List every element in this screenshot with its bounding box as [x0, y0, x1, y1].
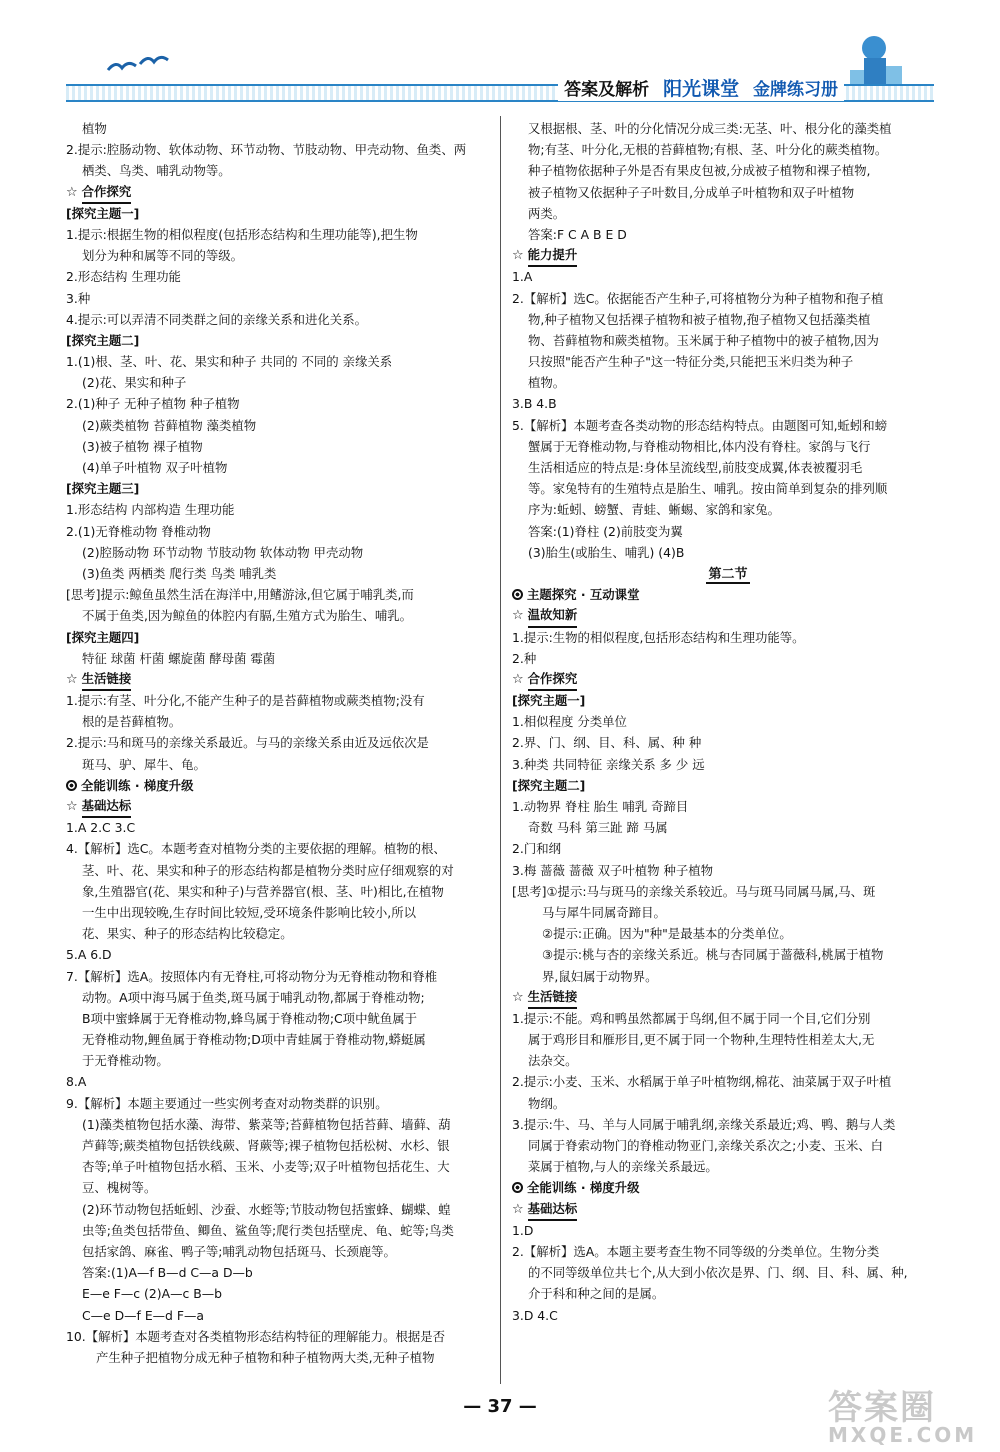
answer-line: 包括家鸽、麻雀、鸭子等;哺乳动物包括斑马、长颈鹿等。: [82, 1243, 396, 1259]
answer-line: 2.提示:马和斑马的亲缘关系最近。与马的亲缘关系由近及远依次是: [66, 735, 429, 751]
star-icon: ☆: [512, 608, 524, 624]
topic-heading: [探究主题二]: [66, 332, 140, 348]
answer-line: 2.【解析】选A。本题主要考查生物不同等级的分类单位。生物分类: [512, 1243, 880, 1259]
answer-line: 4.【解析】选C。本题考查对植物分类的主要依据的理解。植物的根、: [66, 841, 446, 857]
answer-line: 植物。: [528, 375, 566, 391]
answer-line: 3.B 4.B: [512, 396, 557, 412]
answer-line: 物、苔藓植物和蕨类植物。玉米属于种子植物中的被子植物,因为: [528, 332, 879, 348]
answer-line: 花、果实、种子的形态结构比较稳定。: [82, 926, 293, 942]
section-heading: [512, 245, 944, 266]
answer-line: 2.(1)种子 无种子植物 种子植物: [66, 396, 240, 412]
answer-line: (4)单子叶植物 双子叶植物: [82, 460, 228, 475]
answer-line: 5.【解析】本题考查各类动物的形态结构特点。由题图可知,蚯蚓和螃: [512, 417, 888, 433]
answer-line: 产生种子把植物分成无种子植物和种子植物两大类,无种子植物: [96, 1349, 435, 1365]
answer-line: 9.【解析】本题主要通过一些实例考查对动物类群的识别。: [66, 1095, 388, 1111]
answer-line: 栖类、鸟类、哺乳动物等。: [82, 163, 231, 179]
module-heading: [66, 775, 498, 796]
answer-line: 2.提示:腔肠动物、软体动物、环节动物、节肢动物、甲壳动物、鱼类、两: [66, 142, 467, 158]
answer-line: 同属于脊索动物门的脊椎动物亚门,亲缘关系次之;小麦、玉米、白: [528, 1138, 884, 1153]
header-title-brand: 阳光课堂: [663, 78, 740, 100]
answer-line: (3)被子植物 裸子植物: [82, 438, 203, 454]
answer-line: (3)胎生(或胎生、哺乳) (4)B: [528, 544, 685, 560]
answer-line: 两类。: [528, 205, 566, 221]
answer-line: E—e F—c (2)A—c B—b: [82, 1286, 222, 1302]
star-icon: ☆: [512, 989, 524, 1005]
section-heading: [512, 669, 944, 690]
answer-line: 的不同等级单位共七个,从大到小依次是界、门、纲、目、科、属、种,: [528, 1265, 908, 1281]
answer-line: 奇数 马科 第三趾 蹄 马属: [528, 820, 668, 836]
answer-line: [思考]提示:鲸鱼虽然生活在海洋中,用鳍游泳,但它属于哺乳类,而: [66, 587, 414, 603]
answer-line: 物纲。: [528, 1095, 566, 1111]
answer-line: (1)藻类植物包括水藻、海带、紫菜等;苔藓植物包括苔藓、墙藓、葫: [82, 1116, 451, 1132]
answer-line: 只按照"能否产生种子"这一特征分类,只能把玉米归类为种子: [528, 354, 854, 370]
answer-line: 3.提示:牛、马、羊与人同属于哺乳纲,亲缘关系最近;鸡、鸭、鹅与人类: [512, 1116, 896, 1132]
answer-line: 根的是苔藓植物。: [82, 714, 182, 730]
header-title-book: 金牌练习册: [753, 80, 838, 100]
section-heading-label: 基础达标: [528, 1198, 578, 1221]
column-divider: [500, 116, 501, 1384]
module-heading: [512, 584, 944, 605]
section-heading-label: 合作探究: [82, 181, 132, 204]
answer-line: 1.提示:不能。鸡和鸭虽然都属于鸟纲,但不属于同一个目,它们分别: [512, 1010, 871, 1026]
answer-line: 2.(1)无脊椎动物 脊椎动物: [66, 523, 211, 539]
section-heading: [66, 182, 498, 203]
answer-line: 芦藓等;蕨类植物包括铁线蕨、肾蕨等;裸子植物包括松树、水杉、银: [82, 1138, 450, 1153]
target-icon: [512, 589, 523, 600]
answer-line: 2.提示:小麦、玉米、水稻属于单子叶植物纲,棉花、油菜属于双子叶植: [512, 1074, 892, 1090]
answer-line: 植物: [82, 121, 107, 136]
answer-line: 又根据根、茎、叶的分化情况分成三类:无茎、叶、根分化的藻类植: [528, 121, 892, 136]
answer-line: (2)蕨类植物 苔藓植物 藻类植物: [82, 417, 257, 433]
module-heading: [512, 1177, 944, 1198]
answer-line: 答案:(1)脊柱 (2)前肢变为翼: [528, 523, 683, 539]
section-heading-label: 能力提升: [528, 244, 578, 267]
topic-heading: [探究主题三]: [66, 481, 140, 497]
answer-line: 介于科和种之间的是属。: [528, 1286, 665, 1302]
section-heading: [66, 669, 498, 690]
answer-line: (2)花、果实和种子: [82, 375, 187, 391]
module-heading-label: 全能训练 · 梯度升级: [527, 1180, 640, 1196]
answer-line: 动物。A项中海马属于鱼类,斑马属于哺乳动物,都属于脊椎动物;: [82, 989, 425, 1005]
answer-line: 10.【解析】本题考查对各类植物形态结构特征的理解能力。根据是否: [66, 1328, 446, 1344]
answer-line: 划分为种和属等不同的等级。: [82, 248, 244, 264]
answer-line: 1.相似程度 分类单位: [512, 714, 627, 730]
section-title-label: 第二节: [708, 566, 748, 582]
answer-line: [思考]①提示:马与斑马的亲缘关系较近。马与斑马同属马属,马、斑: [512, 883, 876, 899]
answer-line: 1.动物界 脊柱 胎生 哺乳 奇蹄目: [512, 799, 689, 814]
watermark-logo-text: 答案圈: [828, 1388, 936, 1428]
answer-line: ③提示:桃与杏的亲缘关系近。桃与杏同属于蔷薇科,桃属于植物: [542, 947, 884, 963]
answer-line: 马与犀牛同属奇蹄目。: [542, 904, 666, 920]
section-heading-label: 生活链接: [528, 986, 578, 1009]
answer-line: 菜属于植物,与人的亲缘关系最远。: [528, 1159, 718, 1175]
answer-line: 斑马、驴、犀牛、龟。: [82, 756, 206, 772]
answer-line: 2.形态结构 生理功能: [66, 269, 181, 285]
answer-line: 3.种类 共同特征 亲缘关系 多 少 远: [512, 756, 705, 772]
answer-line: 7.【解析】选A。按照体内有无脊柱,可将动物分为无脊椎动物和脊椎: [66, 968, 438, 984]
section-heading: [512, 605, 944, 626]
answer-line: 2.门和纲: [512, 841, 561, 857]
header-title-main: 答案及解析: [564, 80, 650, 100]
answer-line: 答案:F C A B E D: [528, 226, 627, 242]
answer-line: 属于鸡形目和雁形目,更不属于同一个物种,生理特性相差太大,无: [528, 1032, 875, 1048]
answer-line: 种子植物依据种子外是否有果皮包被,分成被子植物和裸子植物,: [528, 163, 871, 179]
answer-line: 4.提示:可以弄清不同类群之间的亲缘关系和进化关系。: [66, 311, 367, 327]
topic-heading: [探究主题一]: [512, 693, 586, 709]
answer-line: 法杂交。: [528, 1053, 578, 1069]
answer-line: 物,种子植物又包括裸子植物和被子植物,孢子植物又包括藻类植: [528, 311, 871, 327]
answer-line: 1.(1)根、茎、叶、花、果实和种子 共同的 不同的 亲缘关系: [66, 354, 393, 370]
answer-line: 特征 球菌 杆菌 螺旋菌 酵母菌 霉菌: [82, 650, 276, 666]
answer-line: 2.【解析】选C。依据能否产生种子,可将植物分为种子植物和孢子植: [512, 290, 884, 306]
answer-line: 2.种: [512, 650, 537, 666]
answer-line: 于无脊椎动物。: [82, 1053, 169, 1069]
star-icon: ☆: [512, 1201, 524, 1217]
star-icon: ☆: [66, 184, 78, 200]
answer-line: 3.D 4.C: [512, 1307, 558, 1323]
answer-line: (2)环节动物包括蚯蚓、沙蚕、水蛭等;节肢动物包括蜜蜂、蝴蝶、蝗: [82, 1201, 451, 1217]
section-heading-label: 基础达标: [82, 795, 132, 818]
answer-line: 物;有茎、叶分化,无根的苔藓植物;有根、茎、叶分化的蕨类植物。: [528, 142, 888, 158]
section-heading: [66, 796, 498, 817]
answer-line: 5.A 6.D: [66, 947, 112, 963]
section-heading-label: 温故知新: [528, 604, 578, 627]
star-icon: ☆: [512, 671, 524, 687]
answer-line: 1.提示:生物的相似程度,包括形态结构和生理功能等。: [512, 629, 805, 645]
watermark: [828, 1380, 998, 1446]
answer-line: 1.提示:有茎、叶分化,不能产生种子的是苔藓植物或蕨类植物;没有: [66, 693, 425, 709]
answer-line: (2)腔肠动物 环节动物 节肢动物 软体动物 甲壳动物: [82, 544, 364, 560]
answer-line: 无脊椎动物,鲤鱼属于脊椎动物;D项中青蛙属于脊椎动物,蟒蜓属: [82, 1032, 426, 1048]
target-icon: [66, 780, 77, 791]
answer-line: 1.A 2.C 3.C: [66, 820, 136, 836]
answer-line: 蟹属于无脊椎动物,与脊椎动物相比,体内没有脊柱。家鸽与飞行: [528, 438, 871, 454]
answer-line: 序为:蚯蚓、螃蟹、青蛙、蜥蜴、家鸽和家兔。: [528, 502, 780, 518]
topic-heading: [探究主题二]: [512, 777, 586, 793]
answer-line: 茎、叶、花、果实和种子的形态结构都是植物分类时应仔细观察的对: [82, 862, 454, 878]
answer-line: 3.梅 蔷薇 蔷薇 双子叶植物 种子植物: [512, 862, 714, 878]
star-icon: ☆: [66, 671, 78, 687]
answer-line: 等。家兔特有的生殖特点是胎生、哺乳。按由简单到复杂的排列顺: [528, 481, 888, 497]
answer-line: 不属于鱼类,因为鲸鱼的体腔内有膈,生殖方式为胎生、哺乳。: [82, 608, 413, 624]
module-heading-label: 主题探究 · 互动课堂: [527, 587, 640, 603]
header-title: [558, 74, 844, 101]
answer-line: 2.界、门、纲、目、科、属、种 种: [512, 735, 702, 751]
answer-line: 杏等;单子叶植物包括水稻、玉米、小麦等;双子叶植物包括花生、大: [82, 1159, 450, 1175]
module-heading-label: 全能训练 · 梯度升级: [81, 777, 194, 793]
answer-line: 1.D: [512, 1222, 534, 1238]
answer-line: 答案:(1)A—f B—d C—a D—b: [82, 1265, 253, 1281]
answer-line: 象,生殖器官(花、果实和种子)与营养器官(根、茎、叶)相比,在植物: [82, 883, 444, 899]
topic-heading: [探究主题一]: [66, 205, 140, 221]
section-title: [512, 563, 944, 584]
answer-line: 8.A: [66, 1074, 87, 1090]
answer-line: 生活相适应的特点是:身体呈流线型,前肢变成翼,体表被覆羽毛: [528, 460, 863, 475]
section-heading-label: 生活链接: [82, 668, 132, 691]
answer-line: 一生中出现较晚,生存时间比较短,受环境条件影响比较小,所以: [82, 904, 416, 920]
section-heading: [512, 1199, 944, 1220]
answer-line: 1.提示:根据生物的相似程度(包括形态结构和生理功能等),把生物: [66, 226, 418, 242]
section-heading: [512, 987, 944, 1008]
left-column: [66, 118, 498, 1368]
answer-line: 界,鼠妇属于动物界。: [542, 968, 658, 984]
page-header: [66, 70, 934, 102]
answer-line: 豆、槐树等。: [82, 1180, 157, 1196]
right-column: [512, 118, 944, 1326]
answer-line: (3)鱼类 两栖类 爬行类 鸟类 哺乳类: [82, 565, 277, 581]
answer-line: 虫等;鱼类包括带鱼、鲫鱼、鲨鱼等;爬行类包括壁虎、龟、蛇等;鸟类: [82, 1222, 454, 1238]
answer-line: 1.A: [512, 269, 533, 285]
answer-line: ②提示:正确。因为"种"是最基本的分类单位。: [542, 926, 792, 942]
star-icon: ☆: [66, 799, 78, 814]
watermark-url: MXQE.COM: [828, 1423, 978, 1447]
star-icon: ☆: [512, 248, 524, 264]
answer-line: 3.种: [66, 290, 91, 306]
answer-line: C—e D—f E—d F—a: [82, 1307, 204, 1323]
answer-line: 被子植物又依据种子子叶数目,分成单子叶植物和双子叶植物: [528, 184, 855, 200]
answer-line: 1.形态结构 内部构造 生理功能: [66, 502, 235, 518]
section-heading-label: 合作探究: [528, 668, 578, 691]
answer-line: B项中蜜蜂属于无脊椎动物,蜂鸟属于脊椎动物;C项中鱿鱼属于: [82, 1010, 418, 1026]
target-icon: [512, 1182, 523, 1193]
page-number: — 37 —: [463, 1396, 537, 1417]
topic-heading: [探究主题四]: [66, 629, 140, 645]
